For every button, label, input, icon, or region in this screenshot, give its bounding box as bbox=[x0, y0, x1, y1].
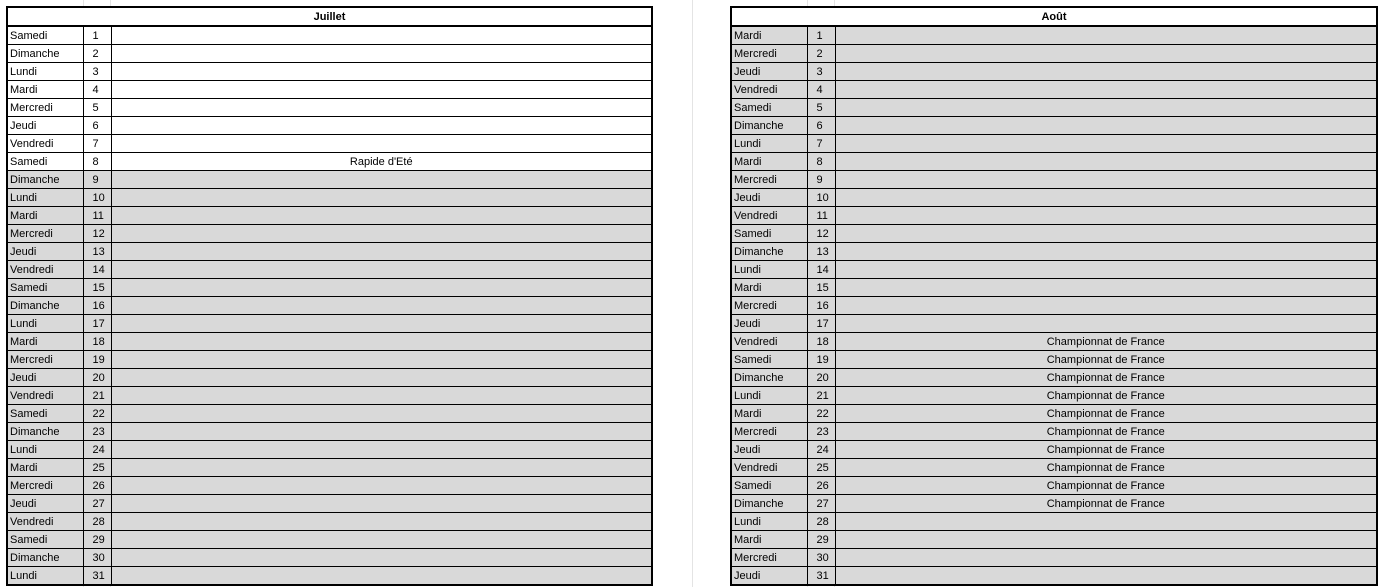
calendar-row bbox=[7, 81, 652, 99]
date-cell[interactable]: 21 bbox=[83, 387, 111, 405]
calendar-row bbox=[731, 99, 1377, 117]
calendar-row bbox=[731, 225, 1377, 243]
calendar-row bbox=[7, 495, 652, 513]
date-cell[interactable]: 26 bbox=[807, 477, 835, 495]
date-cell[interactable]: 22 bbox=[83, 405, 111, 423]
calendar-row bbox=[7, 369, 652, 387]
day-cell[interactable]: Vendredi bbox=[731, 81, 807, 99]
event-cell[interactable] bbox=[111, 369, 652, 387]
date-cell[interactable]: 29 bbox=[807, 531, 835, 549]
date-cell[interactable]: 30 bbox=[807, 549, 835, 567]
event-cell[interactable] bbox=[111, 315, 652, 333]
date-cell[interactable]: 20 bbox=[83, 369, 111, 387]
date-cell[interactable]: 20 bbox=[807, 369, 835, 387]
date-cell[interactable]: 28 bbox=[807, 513, 835, 531]
date-cell[interactable]: 17 bbox=[83, 315, 111, 333]
event-cell[interactable] bbox=[111, 45, 652, 63]
day-cell[interactable]: Jeudi bbox=[7, 495, 83, 513]
day-cell[interactable]: Samedi bbox=[7, 279, 83, 297]
event-cell[interactable] bbox=[835, 315, 1377, 333]
calendar-row bbox=[7, 99, 652, 117]
day-cell[interactable]: Mardi bbox=[7, 333, 83, 351]
calendar-row bbox=[7, 423, 652, 441]
day-cell[interactable]: Mercredi bbox=[731, 549, 807, 567]
event-cell[interactable]: Championnat de France bbox=[835, 477, 1377, 495]
date-cell[interactable]: 16 bbox=[83, 297, 111, 315]
day-cell[interactable]: Mardi bbox=[731, 531, 807, 549]
calendar-row bbox=[7, 441, 652, 459]
calendar-row bbox=[731, 567, 1377, 586]
day-cell[interactable]: Dimanche bbox=[731, 495, 807, 513]
date-cell[interactable]: 25 bbox=[807, 459, 835, 477]
day-cell[interactable]: Vendredi bbox=[731, 459, 807, 477]
day-cell[interactable]: Dimanche bbox=[731, 243, 807, 261]
day-cell[interactable]: Dimanche bbox=[7, 171, 83, 189]
date-cell[interactable]: 18 bbox=[83, 333, 111, 351]
date-cell[interactable]: 6 bbox=[83, 117, 111, 135]
date-cell[interactable]: 23 bbox=[807, 423, 835, 441]
calendar-row bbox=[731, 441, 1377, 459]
date-cell[interactable]: 29 bbox=[83, 531, 111, 549]
calendar-row bbox=[7, 315, 652, 333]
day-cell[interactable]: Mercredi bbox=[7, 225, 83, 243]
month-title[interactable]: Juillet bbox=[7, 7, 652, 26]
date-cell[interactable]: 10 bbox=[83, 189, 111, 207]
date-cell[interactable]: 7 bbox=[807, 135, 835, 153]
calendar-row bbox=[731, 261, 1377, 279]
day-cell[interactable]: Lundi bbox=[7, 441, 83, 459]
event-cell[interactable]: Rapide d'Eté bbox=[111, 153, 652, 171]
day-cell[interactable]: Lundi bbox=[7, 63, 83, 81]
calendar-row bbox=[731, 315, 1377, 333]
event-cell[interactable] bbox=[111, 63, 652, 81]
calendar-table-aout bbox=[730, 6, 1378, 586]
date-cell[interactable]: 24 bbox=[807, 441, 835, 459]
date-cell[interactable]: 15 bbox=[807, 279, 835, 297]
calendar-row bbox=[731, 459, 1377, 477]
calendar-row bbox=[7, 45, 652, 63]
calendar-row bbox=[7, 531, 652, 549]
event-cell[interactable] bbox=[835, 99, 1377, 117]
date-cell[interactable]: 3 bbox=[83, 63, 111, 81]
event-cell[interactable]: Championnat de France bbox=[835, 333, 1377, 351]
date-cell[interactable]: 17 bbox=[807, 315, 835, 333]
calendar-row bbox=[7, 225, 652, 243]
day-cell[interactable]: Jeudi bbox=[731, 189, 807, 207]
day-cell[interactable]: Mardi bbox=[7, 459, 83, 477]
day-cell[interactable]: Jeudi bbox=[7, 369, 83, 387]
day-cell[interactable]: Jeudi bbox=[731, 441, 807, 459]
calendar-row bbox=[7, 117, 652, 135]
event-cell[interactable] bbox=[835, 189, 1377, 207]
event-cell[interactable] bbox=[111, 405, 652, 423]
date-cell[interactable]: 4 bbox=[83, 81, 111, 99]
date-cell[interactable]: 9 bbox=[83, 171, 111, 189]
day-cell[interactable]: Samedi bbox=[731, 99, 807, 117]
calendar-row bbox=[7, 135, 652, 153]
event-cell[interactable] bbox=[835, 279, 1377, 297]
day-cell[interactable]: Dimanche bbox=[7, 423, 83, 441]
event-cell[interactable] bbox=[111, 549, 652, 567]
event-cell[interactable] bbox=[835, 531, 1377, 549]
calendar-row bbox=[731, 405, 1377, 423]
day-cell[interactable]: Mercredi bbox=[7, 477, 83, 495]
date-cell[interactable]: 5 bbox=[83, 99, 111, 117]
event-cell[interactable] bbox=[835, 513, 1377, 531]
event-cell[interactable] bbox=[835, 297, 1377, 315]
calendar-row bbox=[731, 297, 1377, 315]
day-cell[interactable]: Vendredi bbox=[7, 261, 83, 279]
event-cell[interactable]: Championnat de France bbox=[835, 351, 1377, 369]
date-cell[interactable]: 11 bbox=[83, 207, 111, 225]
event-cell[interactable] bbox=[111, 243, 652, 261]
event-cell[interactable] bbox=[111, 513, 652, 531]
calendar-row bbox=[731, 63, 1377, 81]
day-cell[interactable]: Vendredi bbox=[7, 135, 83, 153]
calendar-row bbox=[7, 207, 652, 225]
day-cell[interactable]: Samedi bbox=[7, 26, 83, 45]
date-cell[interactable]: 11 bbox=[807, 207, 835, 225]
event-cell[interactable] bbox=[111, 279, 652, 297]
calendar-row bbox=[731, 135, 1377, 153]
date-cell[interactable]: 14 bbox=[83, 261, 111, 279]
calendar-row bbox=[731, 477, 1377, 495]
date-cell[interactable]: 15 bbox=[83, 279, 111, 297]
event-cell[interactable] bbox=[835, 549, 1377, 567]
date-cell[interactable]: 14 bbox=[807, 261, 835, 279]
day-cell[interactable]: Jeudi bbox=[731, 567, 807, 586]
calendar-row bbox=[7, 171, 652, 189]
date-cell[interactable]: 13 bbox=[83, 243, 111, 261]
day-cell[interactable]: Mercredi bbox=[731, 423, 807, 441]
calendar-row bbox=[7, 189, 652, 207]
event-cell[interactable] bbox=[835, 171, 1377, 189]
calendar-row bbox=[7, 387, 652, 405]
date-cell[interactable]: 24 bbox=[83, 441, 111, 459]
day-cell[interactable]: Jeudi bbox=[731, 315, 807, 333]
date-cell[interactable]: 18 bbox=[807, 333, 835, 351]
event-cell[interactable] bbox=[111, 81, 652, 99]
calendar-row bbox=[7, 153, 652, 171]
day-cell[interactable]: Dimanche bbox=[7, 45, 83, 63]
date-cell[interactable]: 12 bbox=[83, 225, 111, 243]
event-cell[interactable] bbox=[111, 477, 652, 495]
month-title[interactable]: Août bbox=[731, 7, 1377, 26]
calendar-table-juillet bbox=[6, 6, 653, 586]
day-cell[interactable]: Dimanche bbox=[731, 117, 807, 135]
day-cell[interactable]: Vendredi bbox=[731, 333, 807, 351]
calendar-row bbox=[731, 369, 1377, 387]
day-cell[interactable]: Dimanche bbox=[7, 297, 83, 315]
calendar-row bbox=[731, 171, 1377, 189]
event-cell[interactable] bbox=[835, 153, 1377, 171]
event-cell[interactable] bbox=[111, 171, 652, 189]
calendar-row bbox=[731, 351, 1377, 369]
event-cell[interactable] bbox=[111, 387, 652, 405]
event-cell[interactable] bbox=[111, 207, 652, 225]
calendar-row bbox=[731, 26, 1377, 45]
calendar-row bbox=[731, 207, 1377, 225]
calendar-row bbox=[731, 243, 1377, 261]
date-cell[interactable]: 10 bbox=[807, 189, 835, 207]
event-cell[interactable] bbox=[111, 459, 652, 477]
date-cell[interactable]: 19 bbox=[807, 351, 835, 369]
event-cell[interactable] bbox=[111, 117, 652, 135]
calendar-row bbox=[7, 333, 652, 351]
day-cell[interactable]: Mardi bbox=[731, 153, 807, 171]
day-cell[interactable]: Jeudi bbox=[7, 243, 83, 261]
day-cell[interactable]: Samedi bbox=[731, 225, 807, 243]
date-cell[interactable]: 25 bbox=[83, 459, 111, 477]
event-cell[interactable] bbox=[111, 26, 652, 45]
day-cell[interactable]: Lundi bbox=[7, 315, 83, 333]
event-cell[interactable]: Championnat de France bbox=[835, 495, 1377, 513]
calendar-row bbox=[7, 549, 652, 567]
sheet-gridline bbox=[692, 0, 693, 587]
event-cell[interactable]: Championnat de France bbox=[835, 369, 1377, 387]
day-cell[interactable]: Mardi bbox=[7, 207, 83, 225]
date-cell[interactable]: 27 bbox=[807, 495, 835, 513]
date-cell[interactable]: 16 bbox=[807, 297, 835, 315]
day-cell[interactable]: Mercredi bbox=[731, 45, 807, 63]
event-cell[interactable] bbox=[835, 207, 1377, 225]
calendar-row bbox=[731, 279, 1377, 297]
calendar-row bbox=[731, 333, 1377, 351]
calendar-row bbox=[731, 531, 1377, 549]
calendar-row bbox=[731, 153, 1377, 171]
event-cell[interactable]: Championnat de France bbox=[835, 441, 1377, 459]
date-cell[interactable]: 7 bbox=[83, 135, 111, 153]
event-cell[interactable] bbox=[111, 99, 652, 117]
event-cell[interactable] bbox=[111, 297, 652, 315]
date-cell[interactable]: 23 bbox=[83, 423, 111, 441]
date-cell[interactable]: 3 bbox=[807, 63, 835, 81]
date-cell[interactable]: 22 bbox=[807, 405, 835, 423]
calendar-row bbox=[7, 26, 652, 45]
day-cell[interactable]: Mercredi bbox=[7, 99, 83, 117]
event-cell[interactable] bbox=[835, 26, 1377, 45]
day-cell[interactable]: Samedi bbox=[731, 351, 807, 369]
day-cell[interactable]: Lundi bbox=[731, 387, 807, 405]
event-cell[interactable] bbox=[111, 225, 652, 243]
calendar-row bbox=[7, 513, 652, 531]
event-cell[interactable] bbox=[111, 189, 652, 207]
event-cell[interactable] bbox=[111, 135, 652, 153]
day-cell[interactable]: Mercredi bbox=[7, 351, 83, 369]
calendar-row bbox=[731, 117, 1377, 135]
date-cell[interactable]: 8 bbox=[83, 153, 111, 171]
event-cell[interactable]: Championnat de France bbox=[835, 423, 1377, 441]
calendar-row bbox=[731, 81, 1377, 99]
calendar-row bbox=[7, 477, 652, 495]
day-cell[interactable]: Samedi bbox=[7, 153, 83, 171]
day-cell[interactable]: Vendredi bbox=[7, 387, 83, 405]
calendar-row bbox=[7, 351, 652, 369]
day-cell[interactable]: Samedi bbox=[7, 531, 83, 549]
date-cell[interactable]: 21 bbox=[807, 387, 835, 405]
event-cell[interactable] bbox=[111, 351, 652, 369]
month-header-row bbox=[7, 7, 652, 26]
day-cell[interactable]: Samedi bbox=[731, 477, 807, 495]
date-cell[interactable]: 31 bbox=[807, 567, 835, 586]
date-cell[interactable]: 2 bbox=[807, 45, 835, 63]
day-cell[interactable]: Lundi bbox=[7, 189, 83, 207]
date-cell[interactable]: 8 bbox=[807, 153, 835, 171]
event-cell[interactable]: Championnat de France bbox=[835, 387, 1377, 405]
date-cell[interactable]: 26 bbox=[83, 477, 111, 495]
date-cell[interactable]: 12 bbox=[807, 225, 835, 243]
calendar-row bbox=[731, 423, 1377, 441]
event-cell[interactable] bbox=[835, 261, 1377, 279]
event-cell[interactable] bbox=[835, 81, 1377, 99]
date-cell[interactable]: 31 bbox=[83, 567, 111, 586]
date-cell[interactable]: 13 bbox=[807, 243, 835, 261]
calendar-row bbox=[731, 495, 1377, 513]
date-cell[interactable]: 28 bbox=[83, 513, 111, 531]
event-cell[interactable] bbox=[835, 45, 1377, 63]
month-header-row bbox=[731, 7, 1377, 26]
event-cell[interactable] bbox=[111, 495, 652, 513]
day-cell[interactable]: Samedi bbox=[7, 405, 83, 423]
day-cell[interactable]: Mercredi bbox=[731, 171, 807, 189]
calendar-row bbox=[731, 513, 1377, 531]
event-cell[interactable] bbox=[835, 567, 1377, 586]
calendar-row bbox=[731, 549, 1377, 567]
calendar-row bbox=[7, 63, 652, 81]
day-cell[interactable]: Mercredi bbox=[731, 297, 807, 315]
date-cell[interactable]: 27 bbox=[83, 495, 111, 513]
event-cell[interactable] bbox=[835, 117, 1377, 135]
event-cell[interactable] bbox=[111, 441, 652, 459]
date-cell[interactable]: 1 bbox=[807, 26, 835, 45]
date-cell[interactable]: 30 bbox=[83, 549, 111, 567]
event-cell[interactable] bbox=[111, 333, 652, 351]
day-cell[interactable]: Lundi bbox=[7, 567, 83, 586]
day-cell[interactable]: Lundi bbox=[731, 261, 807, 279]
calendar-row bbox=[7, 459, 652, 477]
event-cell[interactable] bbox=[111, 261, 652, 279]
date-cell[interactable]: 4 bbox=[807, 81, 835, 99]
calendar-row bbox=[7, 297, 652, 315]
day-cell[interactable]: Jeudi bbox=[7, 117, 83, 135]
date-cell[interactable]: 9 bbox=[807, 171, 835, 189]
event-cell[interactable] bbox=[835, 135, 1377, 153]
day-cell[interactable]: Mardi bbox=[731, 279, 807, 297]
calendar-row bbox=[731, 189, 1377, 207]
event-cell[interactable]: Championnat de France bbox=[835, 459, 1377, 477]
calendar-row bbox=[7, 243, 652, 261]
day-cell[interactable]: Dimanche bbox=[731, 369, 807, 387]
day-cell[interactable]: Dimanche bbox=[7, 549, 83, 567]
date-cell[interactable]: 2 bbox=[83, 45, 111, 63]
day-cell[interactable]: Mardi bbox=[7, 81, 83, 99]
day-cell[interactable]: Vendredi bbox=[7, 513, 83, 531]
day-cell[interactable]: Mardi bbox=[731, 405, 807, 423]
day-cell[interactable]: Lundi bbox=[731, 135, 807, 153]
event-cell[interactable]: Championnat de France bbox=[835, 405, 1377, 423]
day-cell[interactable]: Vendredi bbox=[731, 207, 807, 225]
event-cell[interactable] bbox=[835, 243, 1377, 261]
date-cell[interactable]: 1 bbox=[83, 26, 111, 45]
date-cell[interactable]: 19 bbox=[83, 351, 111, 369]
day-cell[interactable]: Jeudi bbox=[731, 63, 807, 81]
date-cell[interactable]: 6 bbox=[807, 117, 835, 135]
event-cell[interactable] bbox=[111, 423, 652, 441]
calendar-row bbox=[731, 45, 1377, 63]
month-body bbox=[7, 26, 652, 585]
day-cell[interactable]: Mardi bbox=[731, 26, 807, 45]
event-cell[interactable] bbox=[111, 531, 652, 549]
date-cell[interactable]: 5 bbox=[807, 99, 835, 117]
calendar-row bbox=[7, 279, 652, 297]
calendar-row bbox=[7, 261, 652, 279]
event-cell[interactable] bbox=[835, 63, 1377, 81]
event-cell[interactable] bbox=[835, 225, 1377, 243]
day-cell[interactable]: Lundi bbox=[731, 513, 807, 531]
calendar-row bbox=[7, 567, 652, 586]
month-body bbox=[731, 26, 1377, 585]
calendar-row bbox=[7, 405, 652, 423]
calendar-row bbox=[731, 387, 1377, 405]
event-cell[interactable] bbox=[111, 567, 652, 586]
